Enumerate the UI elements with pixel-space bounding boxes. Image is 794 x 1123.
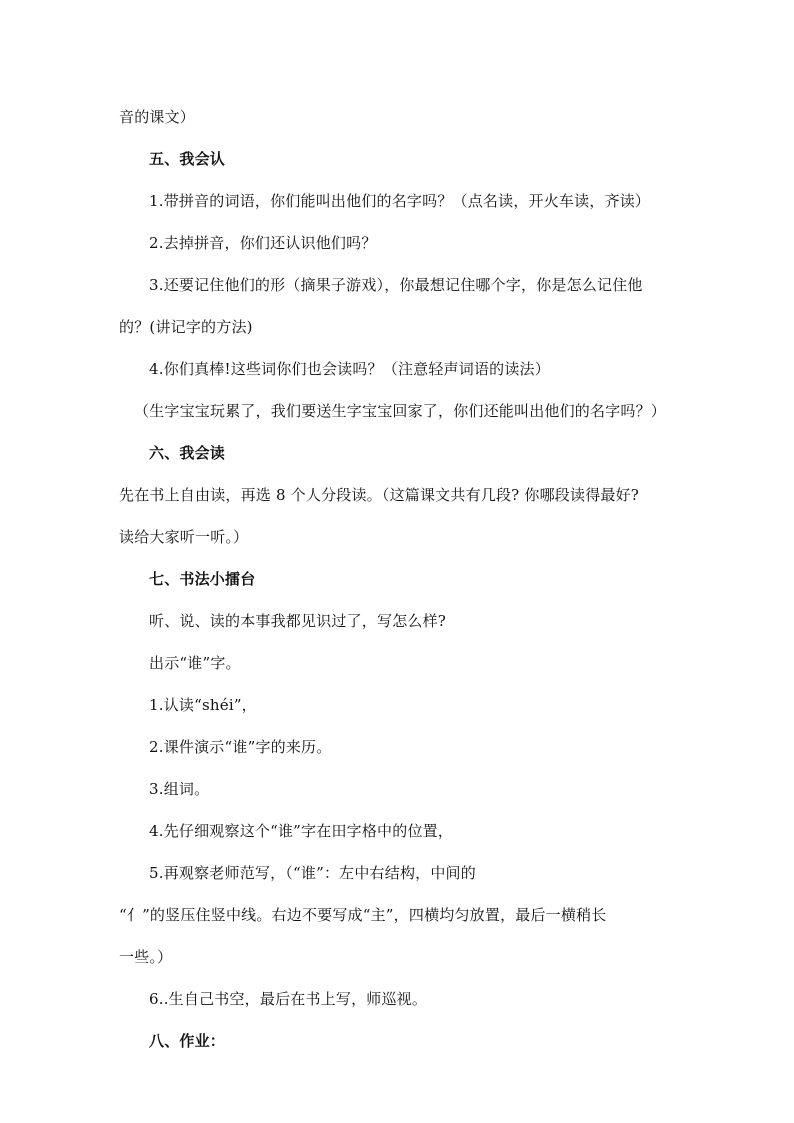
list-item-4: 4.你们真棒!这些词你们也会读吗？（注意轻声词语的读法）: [149, 360, 550, 378]
reading-paragraph: 先在书上自由读，再选 8 个人分段读。（这篇课文共有几段? 你哪段读得最好?: [119, 486, 640, 504]
note-paragraph: （生字宝宝玩累了，我们要送生字宝宝回家了，你们还能叫出他们的名字吗？）: [134, 402, 667, 420]
step-3: 3.组词。: [149, 780, 210, 798]
step-4: 4.先仔细观察这个“谁”字在田字格中的位置，: [149, 822, 454, 840]
step-6: 6..生自己书空，最后在书上写，师巡视。: [149, 990, 428, 1008]
step-5-continuation-end: 一些。）: [119, 948, 173, 966]
step-5: 5.再观察老师范写，（“谁”：左中右结构，中间的: [149, 864, 476, 882]
reading-paragraph-continuation: 读给大家听一听。）: [119, 528, 249, 546]
list-item-3: 3.还要记住他们的形（摘果子游戏），你最想记住哪个字，你是怎么记住他: [149, 276, 643, 294]
step-2: 2.课件演示“谁”字的来历。: [149, 738, 332, 756]
section-heading-6: 六、我会读: [149, 444, 226, 462]
step-1: 1.认读“shéi”，: [149, 696, 257, 714]
section-heading-5: 五、我会认: [149, 150, 226, 168]
section-heading-7: 七、书法小擂台: [149, 570, 256, 588]
step-5-continuation: “亻”的竖压住竖中线。右边不要写成“主”，四横均匀放置，最后一横稍长: [119, 906, 607, 924]
show-character: 出示“谁”字。: [149, 654, 241, 672]
list-item-2: 2.去掉拼音，你们还认识他们吗？: [149, 234, 377, 252]
section-heading-8: 八、作业：: [149, 1032, 226, 1050]
calligraphy-intro: 听、说、读的本事我都见识过了，写怎么样?: [149, 612, 447, 630]
list-item-3-continuation: 的？(讲记字的方法): [119, 318, 253, 336]
list-item-1: 1.带拼音的词语，你们能叫出他们的名字吗？（点名读，开火车读，齐读）: [149, 192, 651, 210]
paragraph-continuation: 音的课文）: [119, 108, 196, 126]
